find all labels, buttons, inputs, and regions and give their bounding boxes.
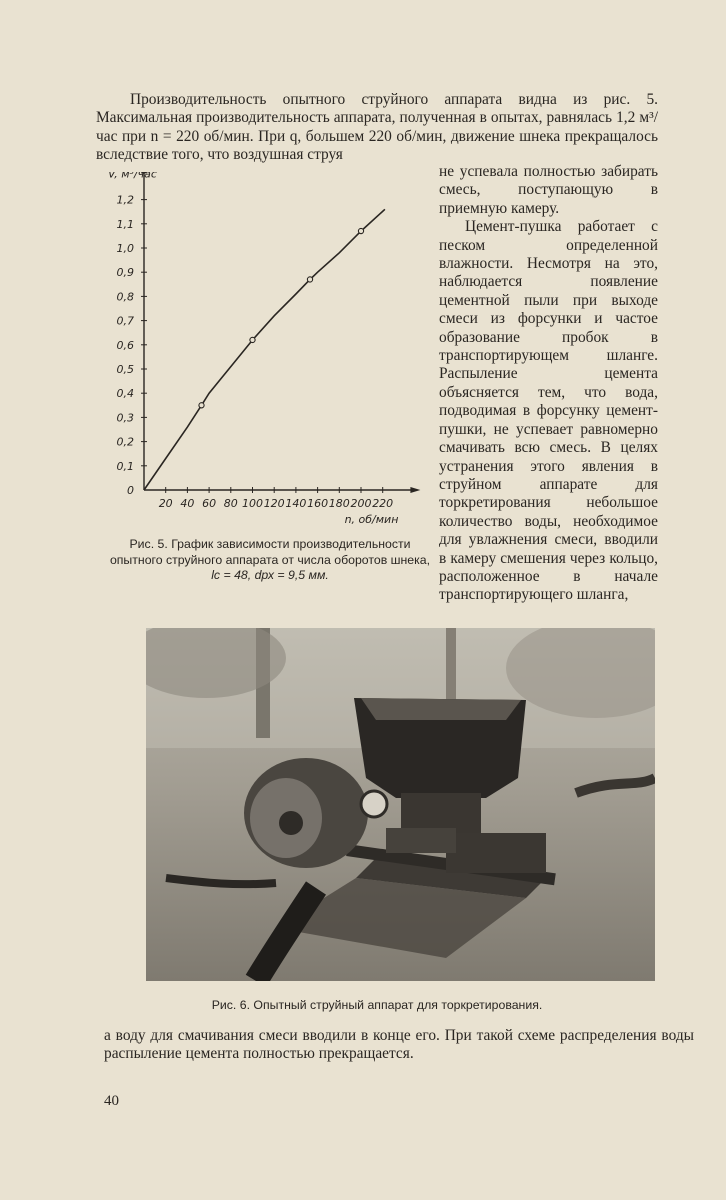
figure-5-caption-params: lc = 48, dрх = 9,5 мм. — [211, 568, 329, 582]
y-tick-label: 0,9 — [116, 266, 134, 280]
y-tick-label: 0,6 — [116, 338, 134, 352]
x-tick-label: 140 — [285, 497, 307, 510]
x-tick-label: 80 — [223, 497, 238, 510]
y-tick-label: 0,4 — [116, 387, 134, 401]
y-tick-label: 1,1 — [116, 217, 134, 231]
x-tick-label: 220 — [372, 497, 394, 510]
intro-paragraph: Производительность опытного струйного аппарата видна из рис. 5. Максимальная производительность аппарата, полученная в опытах, равнялась 1,2 м³/час при n = 220 об/мин. При q, большем 220 об/мин, движение шнека прекращалось вследствие того, что воздушная струя — [96, 91, 658, 164]
x-tick-label: 160 — [307, 497, 329, 510]
figure-6-caption: Рис. 6. Опытный струйный аппарат для торкретирования. — [211, 998, 543, 1012]
data-point-marker — [250, 337, 255, 342]
data-point-marker — [307, 277, 312, 282]
y-tick-label: 0,2 — [116, 435, 134, 449]
figure-5-caption-prefix: Рис. 5. — [129, 537, 168, 551]
figure-5-chart — [98, 172, 443, 537]
x-tick-label: 180 — [328, 497, 350, 510]
data-point-marker — [199, 403, 204, 408]
y-tick-label: 0,3 — [116, 411, 134, 425]
y-tick-label: 1,0 — [116, 242, 134, 255]
x-tick-label: 40 — [180, 497, 195, 510]
series-line — [144, 209, 385, 490]
y-tick-label: 0,5 — [116, 363, 134, 376]
x-tick-label: 60 — [202, 497, 217, 510]
right-paragraph-1: не успевала полностью забирать смесь, поступающую в приемную камеру. — [439, 163, 658, 217]
chart-svg — [98, 172, 443, 532]
page-number: 40 — [104, 1093, 119, 1109]
x-axis-label: n, об/мин — [344, 513, 399, 526]
right-paragraph-2: Цемент-пушка работает с песком определенной влажности. Несмотря на это, наблюдается появление цементной пыли при выходе смеси из форсунки и частое образование пробок в транспортирующем шланге. Распыление цемента объясняется тем, что вода, подводимая в форсунку цемент-пушки, не успевает равномерно смачивать всю смесь. В целях устранения этого явления в струйном аппарате для торкретирования небольшое количество воды, необходимое для увлажнения смеси, вводили в камеру смешения через кольцо, расположенное в начале транспортирующего шланга, — [439, 218, 658, 604]
y-tick-label: 1,2 — [116, 193, 134, 207]
figure-6-photo — [146, 628, 655, 981]
y-axis-label: V, м³/час — [108, 172, 157, 181]
x-tick-label: 200 — [350, 497, 372, 510]
outro-paragraph: а воду для смачивания смеси вводили в конце его. При такой схеме распределения воды распыление цемента полностью прекращается. — [104, 1027, 694, 1063]
x-tick-label: 20 — [158, 497, 173, 510]
machine-photo-illustration — [146, 628, 655, 981]
data-point-marker — [358, 228, 363, 233]
y-tick-label: 0,7 — [116, 314, 134, 328]
figure-5-caption — [108, 537, 432, 584]
x-axis-arrow — [410, 487, 420, 493]
x-tick-label: 100 — [242, 497, 263, 510]
y-tick-label: 0,8 — [116, 290, 134, 304]
x-tick-label: 120 — [263, 497, 285, 510]
y-tick-label: 0 — [127, 484, 134, 497]
y-tick-label: 0,1 — [116, 459, 134, 473]
figure-5-caption-text: График зависимости производительности опытного струйного аппарата от числа оборотов шнека, — [109, 537, 431, 567]
right-column — [439, 163, 658, 605]
